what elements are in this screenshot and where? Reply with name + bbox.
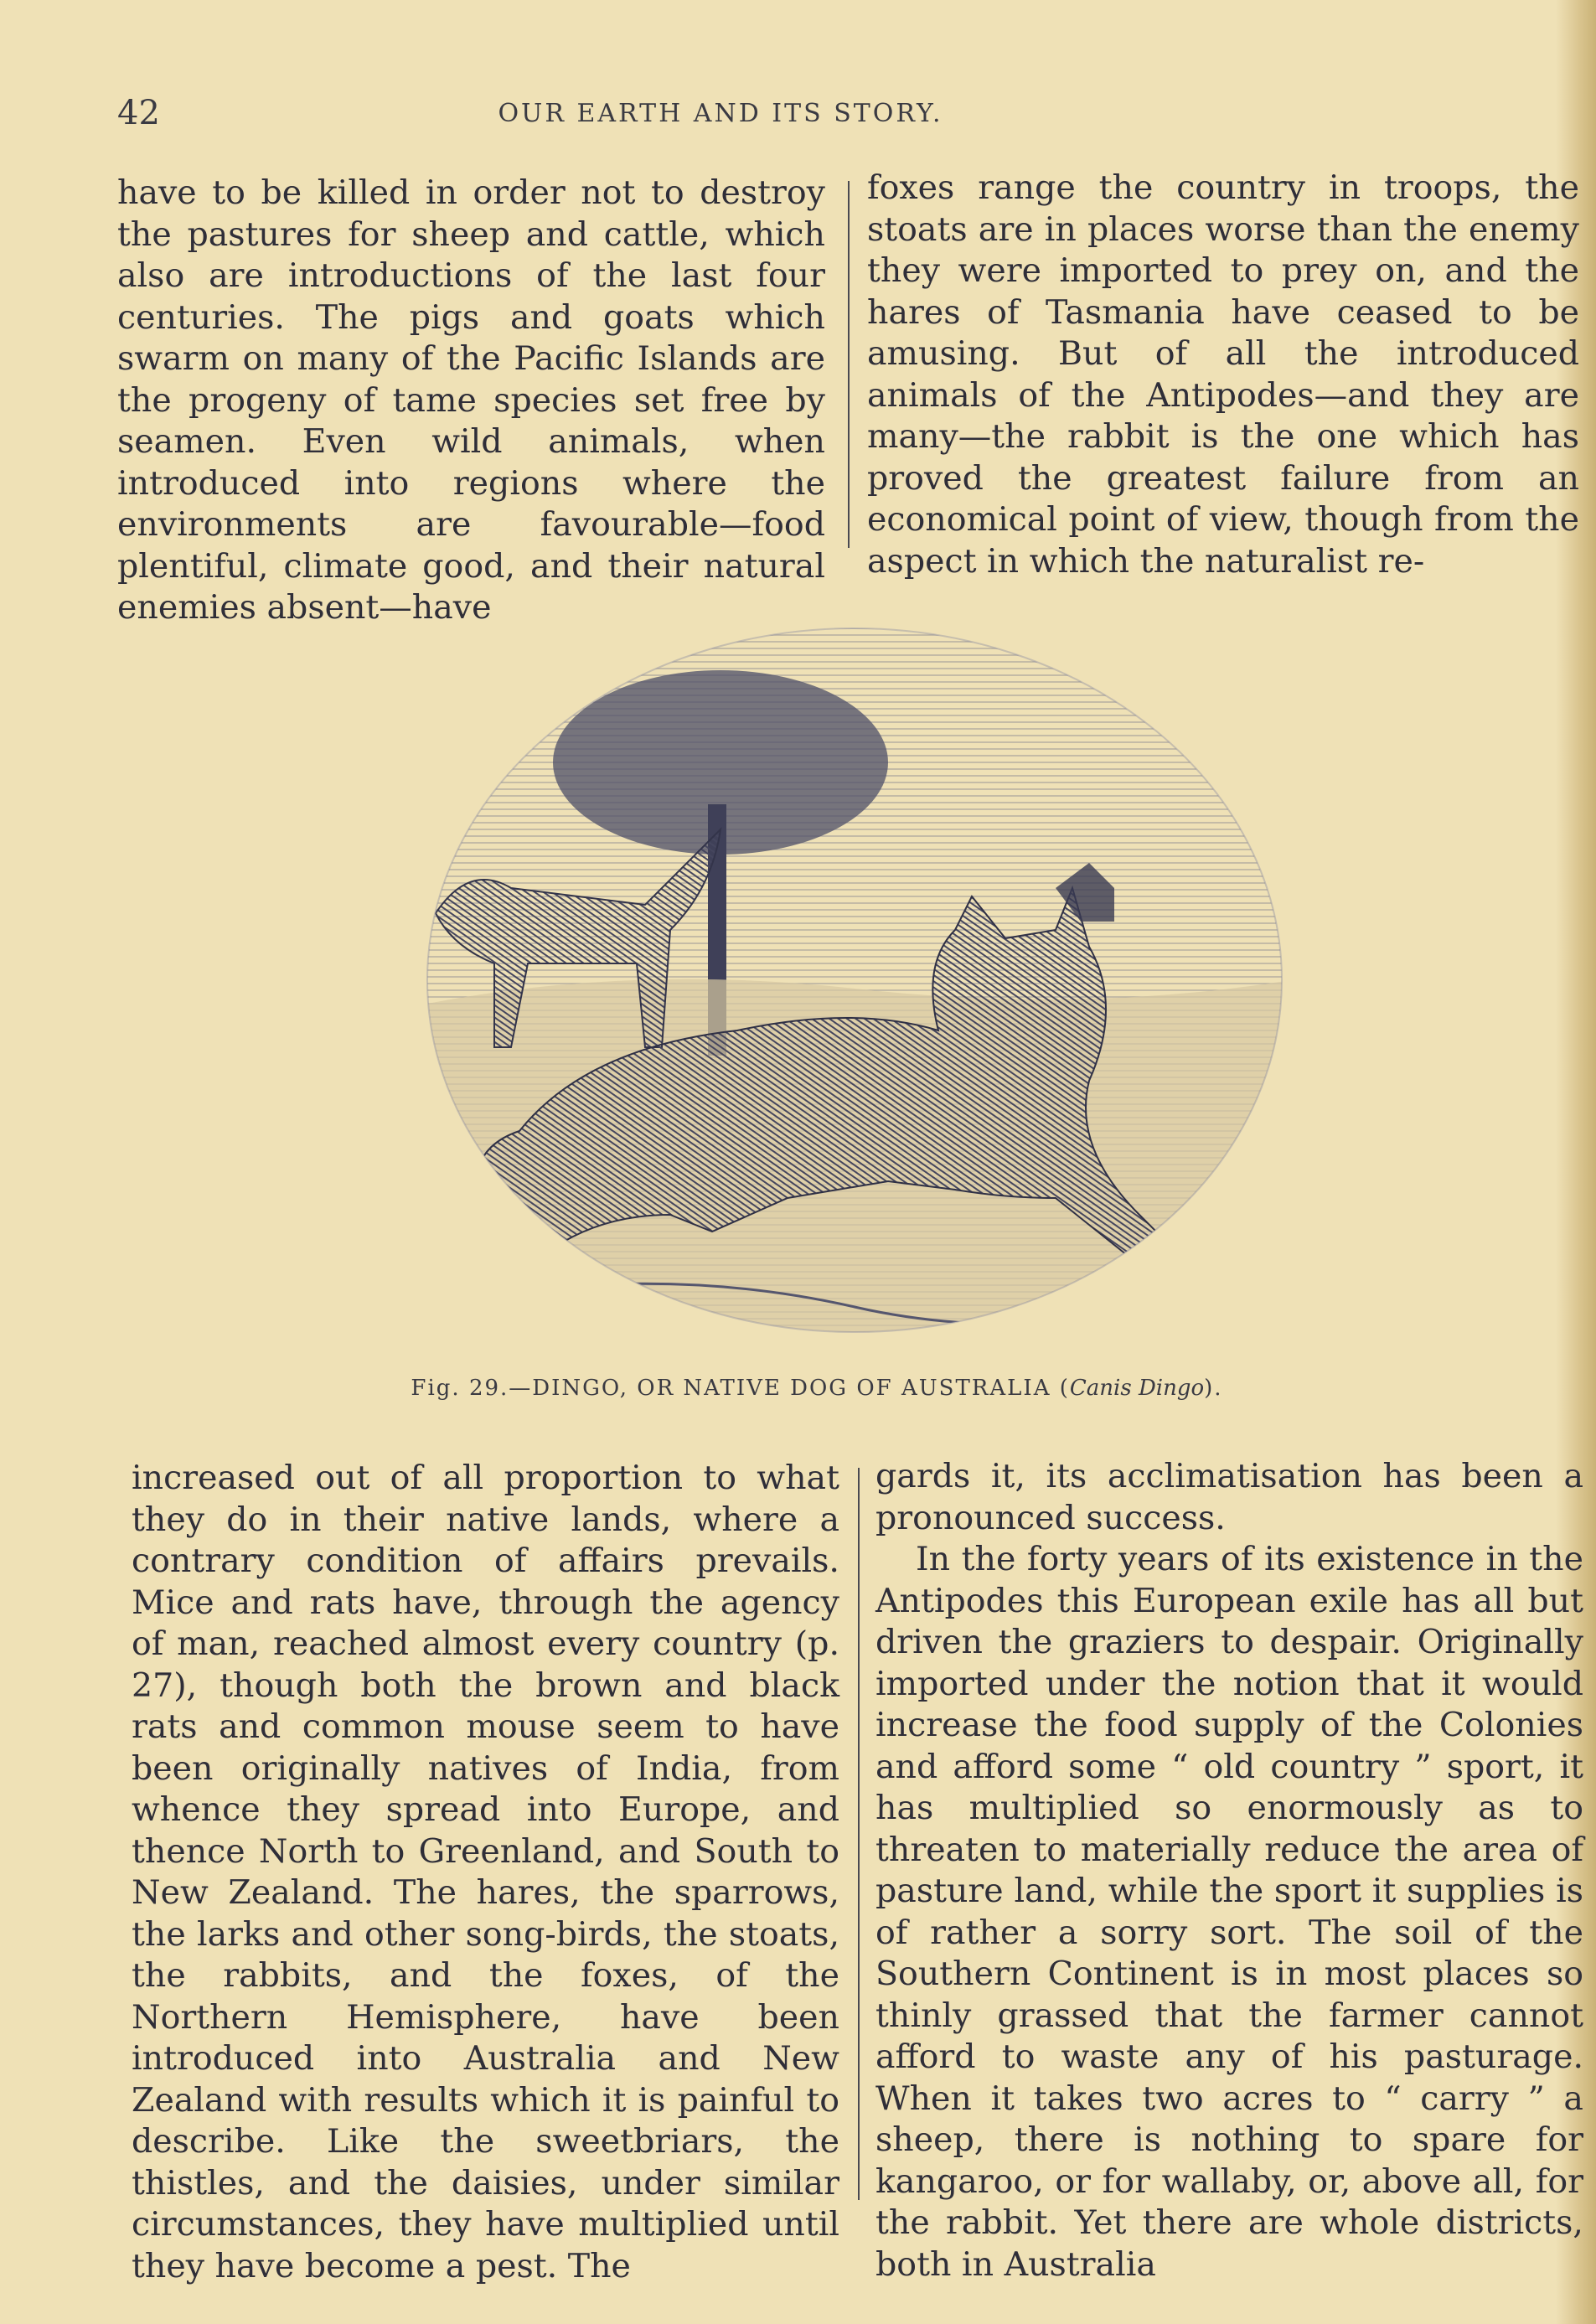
running-title: OUR EARTH AND ITS STORY.	[498, 99, 943, 128]
column-bottom-left	[132, 1458, 839, 2287]
caption-suffix: ).	[1204, 1376, 1223, 1401]
paragraph: have to be killed in order not to destroy the pastures for sheep and cattle, which also are introductions of the last four centuries. The pigs and goats which swarm on many of the Pacific Islands are the progeny of tame species set free by seamen. Even wild animals, when introduced into regions where the environments are favourable—food plentiful, climate good, and their natural enemies absent—have	[117, 173, 825, 627]
paragraph: In the forty years of its existence in the Antipodes this European exile has all but driven the graziers to despair. Originally imported under the notion that it would increase the food supply of the Colonies and afford some “ old country ” sport, it has multiplied so enormously as to threaten to materially reduce the area of pasture land, while the sport it supplies is of rather a sorry sort. The soil of the Southern Continent is in most places so thinly grassed that the farmer cannot afford to waste any of his pasturage. When it takes two acres to “ carry ” a sheep, there is nothing to spare for kangaroo, or for wallaby, or, above all, for the rabbit. Yet there are whole districts, both in Australia	[875, 1540, 1583, 2284]
column-top-right	[867, 168, 1579, 582]
paragraph: foxes range the country in troops, the stoats are in places worse than the enemy they were imported to prey on, and the hares of Tasmania have ceased to be amusing. But of all the introduced animals of the Antipodes—and they are many—the rabbit is the one which has proved the greatest failure from an economical point of view, though from the aspect in which the naturalist re-	[867, 168, 1579, 581]
caption-text: Fig. 29.—DINGO, OR NATIVE DOG OF AUSTRALIA (	[411, 1376, 1070, 1401]
paragraph: increased out of all proportion to what they do in their native lands, where a contrary condition of affairs prevails. Mice and rats have, through the agency of man, reached almost every country (p. 27), though both the brown and black rats and common mouse seem to have been originally natives of India, from whence they spread into Europe, and thence North to Greenland, and South to New Zealand. The hares, the sparrows, the larks and other song-birds, the stoats, the rabbits, and the foxes, of the Northern Hemisphere, have been introduced into Australia and New Zealand with results which it is painful to describe. Like the sweetbriars, the thistles, and the daisies, under similar circumstances, they have multiplied until they have become a pest. The	[132, 1459, 839, 2285]
column-divider	[848, 181, 850, 548]
column-divider	[858, 1468, 860, 2200]
column-top-left	[117, 173, 825, 629]
running-header	[117, 94, 1558, 144]
paragraph: gards it, its acclimatisation has been a pronounced success.	[875, 1457, 1583, 1537]
page-number: 42	[117, 94, 160, 132]
caption-species: Canis Dingo	[1069, 1376, 1205, 1401]
figure-caption	[293, 1376, 1340, 1401]
column-bottom-right	[875, 1456, 1583, 2285]
dingo-engraving	[419, 612, 1290, 1366]
